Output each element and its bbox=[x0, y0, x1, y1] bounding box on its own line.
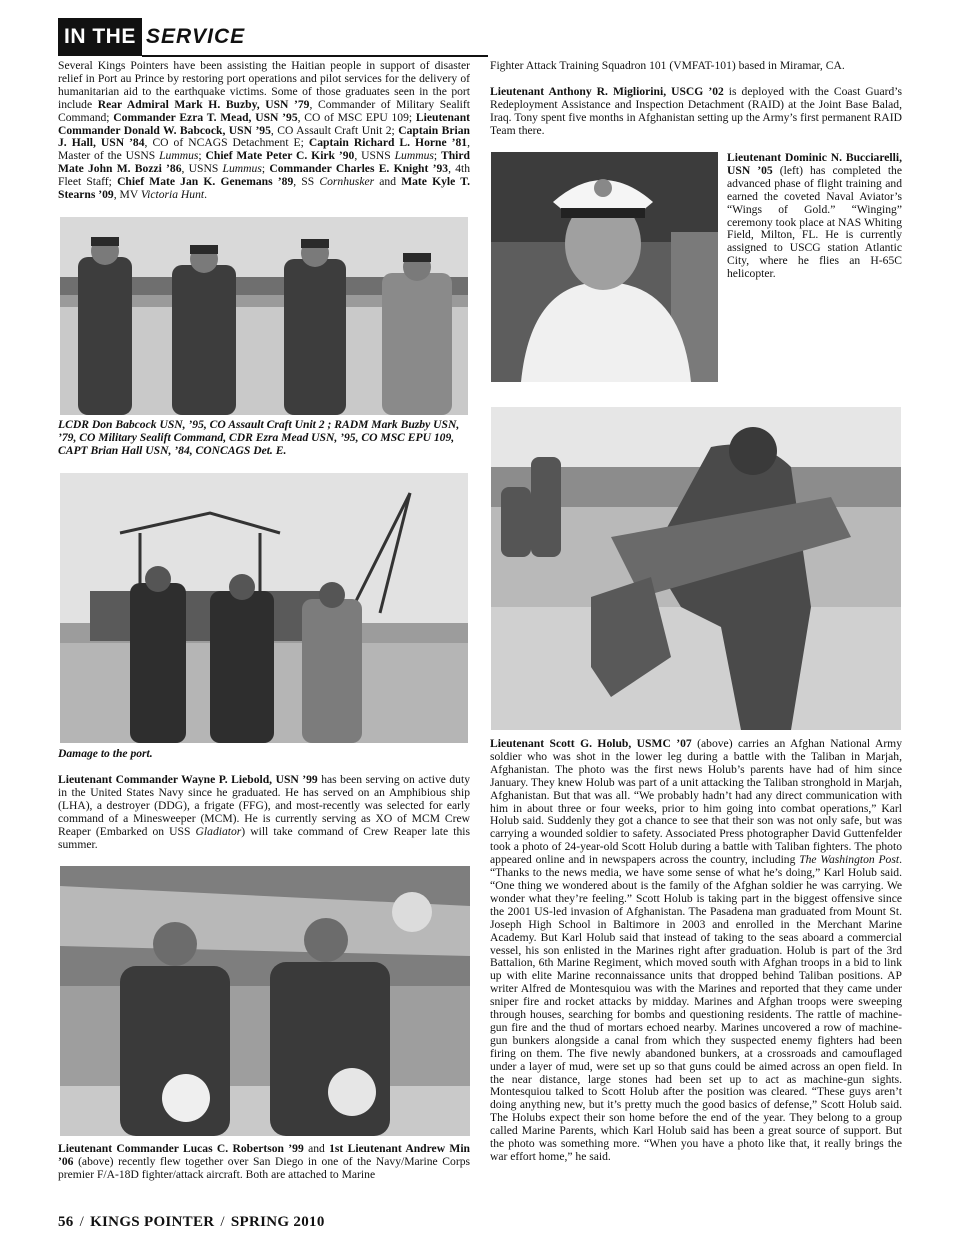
masthead-section: SERVICE bbox=[146, 25, 246, 48]
text-run: . “Thanks to the news media, we have some sense of what he’s doing,” Karl Holub said. “One thing we wondered about is the family of the Afghan soldier he was carrying. We wonder what they’re feeling.” Scott Holub is taking part in the biggest offensive since the 2001 US-led invasion of Afghanistan. The Pasadena man graduated from Mount St. Joseph High School in Baltimore in 2003 and enrolled in the Merchant Marine Academy. But Karl Holub said that instead of taking to the seas aboard a commercial vessel, his son enlisted in the Marines right after graduation. Holub is part of the 3rd Battalion, 6th Marine Regiment, which moved south with Afghan troops in a bid to link up with elite Marine reconnaissance units that dropped behind Taliban positions. AP writer Alfred de Montesquiou was with the Marines and reported that they came under sniper fire and rocket attacks by midday. Marines and Afghan troops were sweeping through houses, searching for bombs and questioning residents. The rattle of machine-gun fire and the thud of mortars echoed nearby. Marines uncovered a row of machine-gun bunkers alongside a canal from which they suspected enemy fighters had been firing on them. The five newly abandoned bunkers, at a crossroads and camouflaged under a layer of mud, were set up so that guns could be aimed across an open field. In the near distance, large stones had been set up to act as machine-gun sights. Montesquiou talked to Scott Holub after the position was cleared. “These guys aren’t doing anything new, but it’s pretty much the good basics of defense,” Scott Holub said. The Holubs expect their son home before the end of the year. They belong to a group called Marine Parents, which Karl Holub said has been a great source of support. But the photo was something more. “When you have a photo like that, it really brings the war effort home,” he said. bbox=[490, 853, 902, 1163]
page-footer: 56 / KINGS POINTER / SPRING 2010 bbox=[58, 1214, 325, 1230]
officers-group-photo bbox=[60, 217, 468, 415]
text-run: Several Kings Pointers have been assisting the Haitian people in support of disaster relief in Port au Prince by restoring port operations and pilot services for the delivery of humanitarian aid to the earthquake victims. Some of those graduates seen in the port include bbox=[58, 59, 470, 111]
text-run: , CO Assault Craft Unit 2; bbox=[270, 123, 399, 137]
italic-text: Lummus bbox=[222, 162, 262, 176]
issue-name: SPRING 2010 bbox=[230, 1214, 325, 1230]
robertson-article bbox=[58, 1143, 470, 1182]
text-run: Fighter Attack Training Squadron 101 (VMFAT-101) based in Miramar, CA. bbox=[490, 59, 845, 72]
text-run: , CO of MSC EPU 109; bbox=[297, 110, 416, 124]
text-run: , MV bbox=[113, 188, 141, 202]
bold-name: Lieutenant Commander Donald W. Babcock, USN ’95 bbox=[58, 110, 470, 137]
italic-text: The Washington Post bbox=[799, 853, 900, 867]
text-run: is deployed with the Coast Guard’s Redeployment Assistance and Inspection Detachment (RAID) at the Joint Base Balad, Iraq. Tony spent five months in Afghanistan setting up the Army’s first permanent RAID Team there. bbox=[490, 85, 903, 137]
holub-article bbox=[490, 738, 902, 1164]
holub-combat-photo bbox=[491, 407, 901, 730]
bold-name: Commander Ezra T. Mead, USN ’95 bbox=[113, 110, 298, 124]
text-run: , Commander of Military Sealift Command; bbox=[58, 97, 470, 124]
text-run: and bbox=[303, 1142, 330, 1155]
text-run: , 4th Fleet Staff; bbox=[58, 162, 471, 189]
text-run: ; bbox=[198, 149, 206, 163]
italic-text: Gladiator bbox=[195, 824, 242, 838]
bold-name: Lieutenant Dominic N. Bucciarelli, USN ’05 bbox=[727, 151, 902, 177]
bold-name: Captain Brian J. Hall, USN ’84 bbox=[58, 123, 470, 150]
bucciarelli-article bbox=[727, 152, 902, 281]
masthead-prefix: IN THE bbox=[58, 18, 142, 56]
text-run: , SS bbox=[293, 175, 320, 189]
text-run: (above) carries an Afghan National Army soldier who was shot in the lower leg during a battle with the Taliban in Marjah, Afghanistan. The photo was the first news Holub’s parents have had of him since January. They knew Holub was part of a unit attacking the Taliban stronghold in Marjah, Afghanistan. But that was all. “We probably hadn’t had any direct communication with him in about three or four weeks, prior to him going into combat operations,” Karl Holub said. Suddenly they got a chance to see that their son was not only safe, but was carrying a wounded soldier to safety. Associated Press photographer David Guttenfelder took a photo of 24-year-old Scott Holub during a battle with Taliban fighters. The photo appeared online and in newspapers across the country, including bbox=[490, 737, 902, 867]
text-run: (left) has completed the advanced phase of flight training and earned the coveted Naval Aviator’s “Wings of Gold.” “Winging” ceremony took place at NAS Whiting Field, Milton, FL. He is currently assigned to USCG station Atlantic City, where he flies an H-65C helicopter. bbox=[727, 163, 902, 281]
italic-text: Victoria Hunt bbox=[140, 188, 205, 202]
bold-name: Rear Admiral Mark H. Buzby, USN ’79 bbox=[97, 97, 310, 111]
bold-name: 1st Lieutenant Andrew Min ’06 bbox=[58, 1142, 470, 1168]
text-run: , USNS bbox=[181, 162, 223, 176]
bold-name: Chief Mate Jan K. Genemans ’89 bbox=[117, 175, 294, 189]
page-number: 56 bbox=[58, 1214, 74, 1230]
text-run: and bbox=[374, 175, 402, 189]
text-run: , CO of NCAGS Detachment E; bbox=[144, 136, 309, 150]
text-run: ) will take command of Crew Reaper late this summer. bbox=[58, 824, 470, 851]
magazine-name: KINGS POINTER bbox=[90, 1214, 215, 1230]
port-damage-photo bbox=[60, 473, 468, 743]
bold-name: Mate Kyle T. Stearns ’09 bbox=[58, 175, 470, 202]
text-run: . bbox=[204, 188, 208, 202]
text-run: ; bbox=[261, 162, 270, 176]
migliorini-article bbox=[490, 86, 902, 138]
aviators-photo bbox=[60, 866, 470, 1136]
text-run: (above) recently flew together over San Diego in one of the Navy/Marine Corps premier F/A-18D fighter/attack aircraft. Both are attached to Marine bbox=[58, 1154, 470, 1181]
bucciarelli-portrait bbox=[491, 152, 718, 382]
masthead-rule bbox=[142, 55, 488, 57]
italic-text: Lummus bbox=[394, 149, 434, 163]
bold-name: Lieutenant Commander Lucas C. Robertson ’99 bbox=[58, 1142, 304, 1155]
bold-name: Third Mate John M. Bozzi ’86 bbox=[58, 149, 470, 176]
bold-name: Commander Charles E. Knight ’93 bbox=[269, 162, 449, 176]
text-run: , Master of the USNS bbox=[58, 136, 470, 163]
port-photo-caption: Damage to the port. bbox=[58, 747, 153, 760]
bold-name: Chief Mate Peter C. Kirk ’90 bbox=[205, 149, 355, 163]
text-run: has been serving on active duty in the United States Navy since he graduated. He has served on an Amphibious ship (LHA), a destroyer (DDG), a frigate (FFG), and most-recently was selected for early command of a Minesweeper (MCM). He is currently serving as XO of MCM Crew Reaper (Embarked on USS bbox=[58, 773, 471, 838]
italic-text: Lummus bbox=[159, 149, 199, 163]
bold-name: Lieutenant Scott G. Holub, USMC ’07 bbox=[490, 737, 692, 750]
text-run: ; bbox=[433, 149, 441, 163]
haiti-article bbox=[58, 60, 470, 202]
section-masthead bbox=[58, 14, 488, 56]
bold-name: Captain Richard L. Horne ’81 bbox=[308, 136, 468, 150]
text-run: , USNS bbox=[354, 149, 395, 163]
bold-name: Lieutenant Commander Wayne P. Liebold, USN ’99 bbox=[58, 773, 318, 786]
officers-photo-caption: LCDR Don Babcock USN, ’95, CO Assault Craft Unit 2 ; RADM Mark Buzby USN, ’79, CO Military Sealift Command, CDR Ezra Mead USN, ’95, CO MSC EPU 109, CAPT Brian Hall USN, ’84, CONCAGS Det. E. bbox=[58, 418, 460, 457]
bold-name: Lieutenant Anthony R. Migliorini, USCG ’02 bbox=[490, 85, 724, 98]
liebold-article bbox=[58, 774, 470, 851]
italic-text: Cornhusker bbox=[319, 175, 375, 189]
vmfat-text bbox=[490, 60, 902, 73]
